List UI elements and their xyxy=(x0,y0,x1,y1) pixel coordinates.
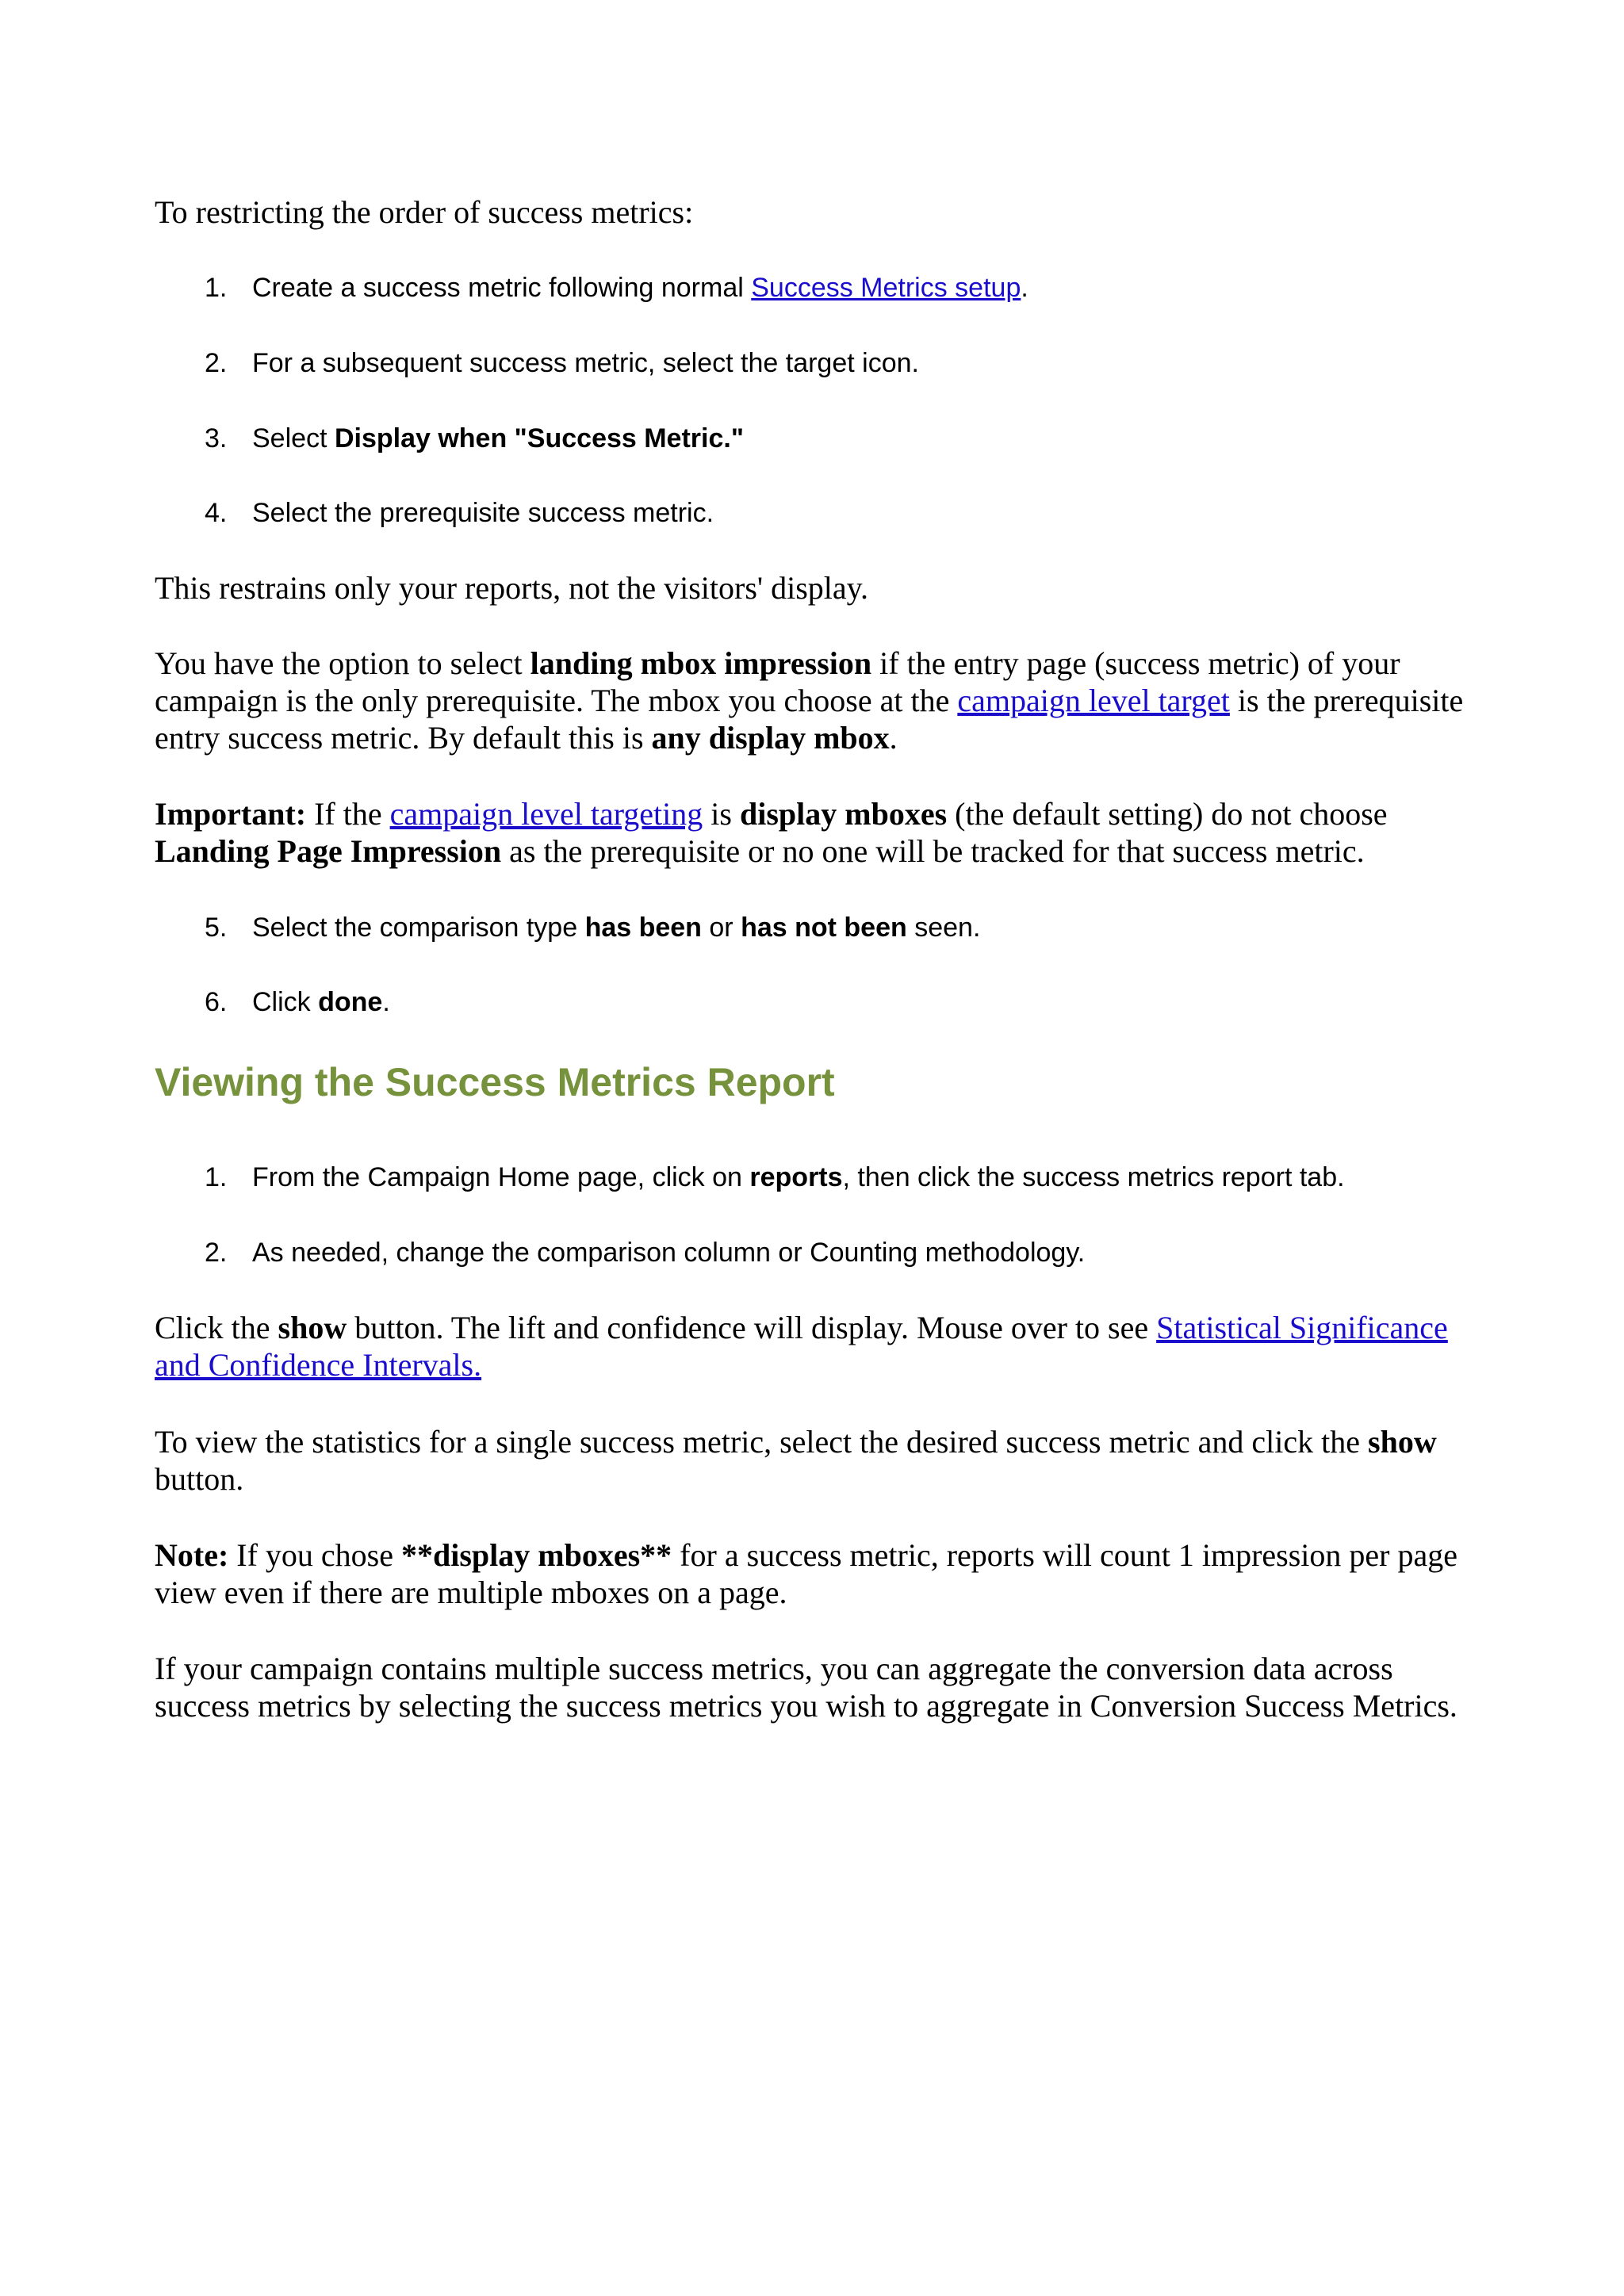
campaign-level-target-link[interactable]: campaign level target xyxy=(957,683,1230,718)
list-item xyxy=(205,423,1473,454)
list-number: 5. xyxy=(205,913,228,943)
paragraph-restrains: This restrains only your reports, not the visitors' display. xyxy=(155,570,869,606)
bold-text: **display mboxes** xyxy=(401,1537,672,1573)
list-number: 6. xyxy=(205,987,228,1017)
text: if the entry page (success metric) of your campaign is the only prerequisite. The mbox you choose at the xyxy=(155,645,1400,718)
paragraph-note xyxy=(155,1536,1471,1611)
paragraph-single xyxy=(155,1423,1471,1498)
list-text: . xyxy=(1021,273,1028,303)
list-number: 2. xyxy=(205,1238,228,1268)
list-bold-text: has not been xyxy=(741,913,907,943)
paragraph-important xyxy=(155,795,1471,870)
important-label: Important: xyxy=(155,796,307,832)
text: You have the option to select xyxy=(155,645,530,681)
bold-text: landing mbox impression xyxy=(530,645,872,681)
bold-text: show xyxy=(278,1310,347,1345)
list-number: 2. xyxy=(205,348,228,378)
text: button. xyxy=(155,1461,244,1497)
list-text: , then click the success metrics report tab. xyxy=(842,1162,1345,1192)
text: (the default setting) do not choose xyxy=(947,796,1388,832)
bold-text: any display mbox xyxy=(651,720,890,756)
list-text: For a subsequent success metric, select the target icon. xyxy=(252,348,919,378)
list-text: seen. xyxy=(906,913,981,943)
list-bold-text: reports xyxy=(749,1162,843,1192)
text: If the xyxy=(306,796,390,832)
list-item xyxy=(205,912,1473,943)
list-number: 1. xyxy=(205,273,228,303)
text: . xyxy=(889,720,898,756)
bold-text: show xyxy=(1368,1424,1437,1460)
list-text: or xyxy=(701,913,741,943)
list-item xyxy=(205,347,1473,379)
paragraph-aggregate: If your campaign contains multiple success metrics, you can aggregate the conversion data across success metrics by selecting the success metrics you wish to aggregate in Conversion Success Metrics. xyxy=(155,1651,1457,1724)
bold-text: Landing Page Impression xyxy=(155,833,502,869)
list-bold-text: has been xyxy=(584,913,702,943)
text: button. The lift and confidence will display. Mouse over to see xyxy=(347,1310,1157,1345)
list-item xyxy=(205,1161,1473,1193)
note-label: Note: xyxy=(155,1537,229,1573)
text: Click the xyxy=(155,1310,278,1345)
intro-text: To restricting the order of success metrics: xyxy=(155,194,694,230)
text: is xyxy=(703,796,740,832)
list-text: Select the prerequisite success metric. xyxy=(252,498,714,528)
statistical-significance-link[interactable]: Statistical Significance and Confidence Intervals. xyxy=(155,1310,1448,1383)
campaign-level-targeting-link[interactable]: campaign level targeting xyxy=(389,796,703,832)
list-number: 4. xyxy=(205,498,228,528)
paragraph-show xyxy=(155,1309,1471,1383)
list-item xyxy=(205,497,1473,529)
list-item xyxy=(205,1237,1473,1269)
text: If you chose xyxy=(228,1537,401,1573)
paragraph-option xyxy=(155,645,1471,756)
text: for a success metric, reports will count 1 impression per page view even if there are multiple mboxes on a page. xyxy=(155,1537,1457,1610)
list-text: Select the comparison type xyxy=(252,913,585,943)
text: To view the statistics for a single success metric, select the desired success metric and click the xyxy=(155,1424,1369,1460)
list-item xyxy=(205,272,1473,304)
list-number: 1. xyxy=(205,1162,228,1192)
success-metrics-setup-link[interactable]: Success Metrics setup xyxy=(751,273,1021,303)
text: is the prerequisite entry success metric. By default this is xyxy=(155,683,1464,756)
list-item xyxy=(205,986,1473,1018)
list-text: Create a success metric following normal xyxy=(252,273,752,303)
section-heading: Viewing the Success Metrics Report xyxy=(155,1060,835,1104)
list-number: 3. xyxy=(205,423,228,453)
list-text: From the Campaign Home page, click on xyxy=(252,1162,750,1192)
list-text: Select xyxy=(252,423,335,453)
text: as the prerequisite or no one will be tracked for that success metric. xyxy=(501,833,1365,869)
list-text: . xyxy=(382,987,390,1017)
list-bold-text: done xyxy=(318,987,383,1017)
list-text: As needed, change the comparison column or Counting methodology. xyxy=(252,1238,1086,1268)
list-text: Click xyxy=(252,987,319,1017)
bold-text: display mboxes xyxy=(739,796,948,832)
list-bold-text: Display when "Success Metric." xyxy=(334,423,744,453)
